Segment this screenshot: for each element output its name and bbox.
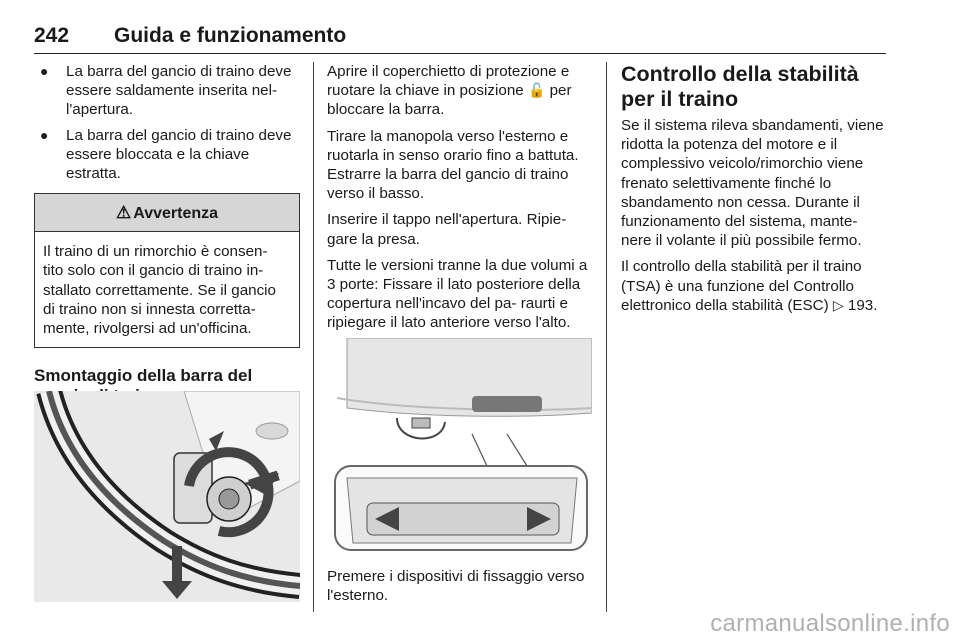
paragraph: Se il sistema rileva sbandamenti, viene ridotta la potenza del motore e il complessivo veicolo/rimorchio viene frenato selettivamente finché lo sbandamento non cessa. Durante il funzionamento del sistema, mante- nere il volante il più possibile fermo. <box>621 117 884 250</box>
paragraph: Premere i dispositivi di fissaggio verso l'esterno. <box>327 568 585 605</box>
warning-header <box>35 194 299 232</box>
paragraph: Aprire il coperchietto di protezione e ruotare la chiave in posizione 🔓 per bloccare la barra. <box>327 63 572 119</box>
column-divider <box>606 62 607 612</box>
section-heading: Controllo della stabilità per il traino <box>621 62 859 111</box>
warning-triangle-icon: ⚠ <box>115 203 132 223</box>
column-3 <box>621 62 889 322</box>
section-heading: Smontaggio della barra del <box>34 366 253 386</box>
watermark: carmanualsonline.info <box>710 610 950 637</box>
page-header <box>34 24 886 54</box>
paragraph: Il controllo della stabilità per il traino (TSA) è una funzione del Controllo elettronico della stabilità (ESC) ▷ 193. <box>621 258 878 314</box>
paragraph: Inserire il tappo nell'apertura. Ripie- gare la presa. <box>327 211 567 248</box>
bumper-cover-illustration <box>327 338 592 556</box>
warning-body: Il traino di un rimorchio è consen- tito solo con il gancio di traino in- stallato correttamente. Se il gancio di traino non si innesta corretta- mente, rivolgersi ad un'officina. <box>43 243 276 338</box>
column-1 <box>34 62 300 406</box>
column-2 <box>327 62 592 340</box>
page-reference-arrow-icon: ▷ <box>832 296 844 313</box>
page-number: 242 <box>34 24 70 47</box>
bullet-icon: ● <box>40 126 49 143</box>
bullet-icon: ● <box>40 63 49 79</box>
warning-title: Avvertenza <box>133 205 219 223</box>
unlock-icon: 🔓 <box>527 82 546 99</box>
list-item: ● La barra del gancio di traino deve essere saldamente inserita nel- l'apertura. <box>40 63 292 119</box>
paragraph: Tirare la manopola verso l'esterno e ruotarla in senso orario fino a battuta. Estrarre la barra del gancio di traino verso il basso. <box>327 127 579 203</box>
warning-box <box>34 193 300 348</box>
tow-bar-removal-illustration <box>34 391 300 602</box>
page-reference[interactable]: 193 <box>847 296 874 314</box>
running-title: Guida e funzionamento <box>114 24 347 47</box>
column-divider <box>313 62 314 612</box>
list-item: ● La barra del gancio di traino deve essere bloccata e la chiave estratta. <box>40 126 292 183</box>
paragraph: Tutte le versioni tranne la due volumi a 3 porte: Fissare il lato posteriore della copertura nell'incavo del pa- raurti e ripiegare il lato anteriore verso l'alto. <box>327 256 588 332</box>
